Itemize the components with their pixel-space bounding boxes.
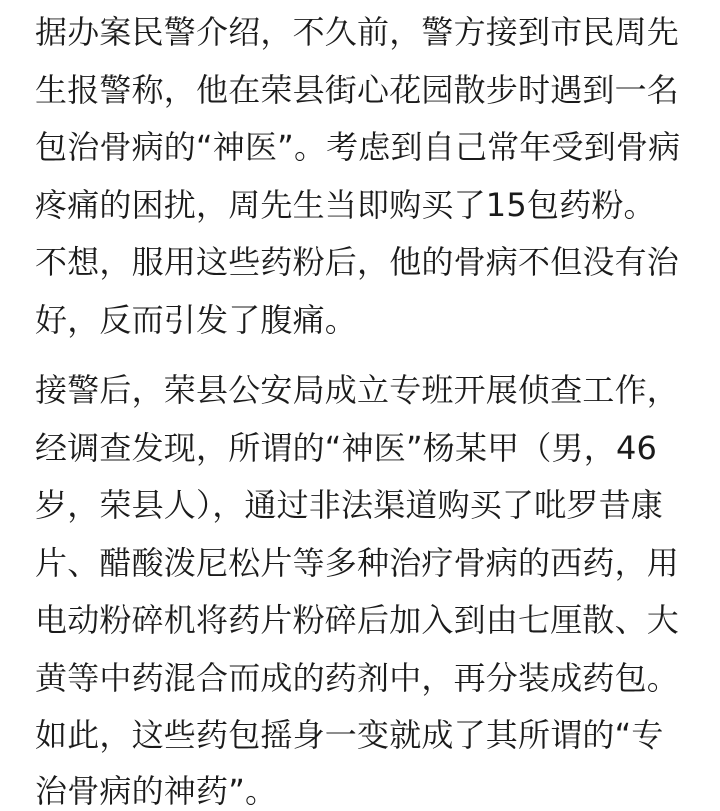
text-line: 疼痛的困扰，周先生当即购买了15包药粉。 — [35, 186, 656, 224]
text-line: 据办案民警介绍，不久前，警方接到市民周先 — [35, 13, 680, 51]
text-line: 治骨病的神药”。 — [35, 772, 278, 810]
text-line: 包治骨病的“神医”。考虑到自己常年受到骨病 — [35, 128, 681, 166]
text-line: 接警后，荣县公安局成立专班开展侦查工作， — [35, 371, 680, 409]
text-line: 黄等中药混合而成的药剂中，再分装成药包。 — [35, 659, 680, 697]
text-line: 不想，服用这些药粉后，他的骨病不但没有治 — [35, 243, 680, 281]
text-line: 经调查发现，所谓的“神医”杨某甲（男，46 — [35, 429, 658, 467]
text-line: 生报警称，他在荣县街心花园散步时遇到一名 — [35, 71, 680, 109]
text-line: 好，反而引发了腹痛。 — [35, 301, 358, 339]
text-line: 岁，荣县人），通过非法渠道购买了吡罗昔康 — [35, 486, 664, 524]
text-line: 片、醋酸泼尼松片等多种治疗骨病的西药，用 — [35, 544, 680, 582]
text-line: 电动粉碎机将药片粉碎后加入到由七厘散、大 — [35, 601, 680, 639]
text-line: 如此，这些药包摇身一变就成了其所谓的“专 — [35, 716, 664, 754]
